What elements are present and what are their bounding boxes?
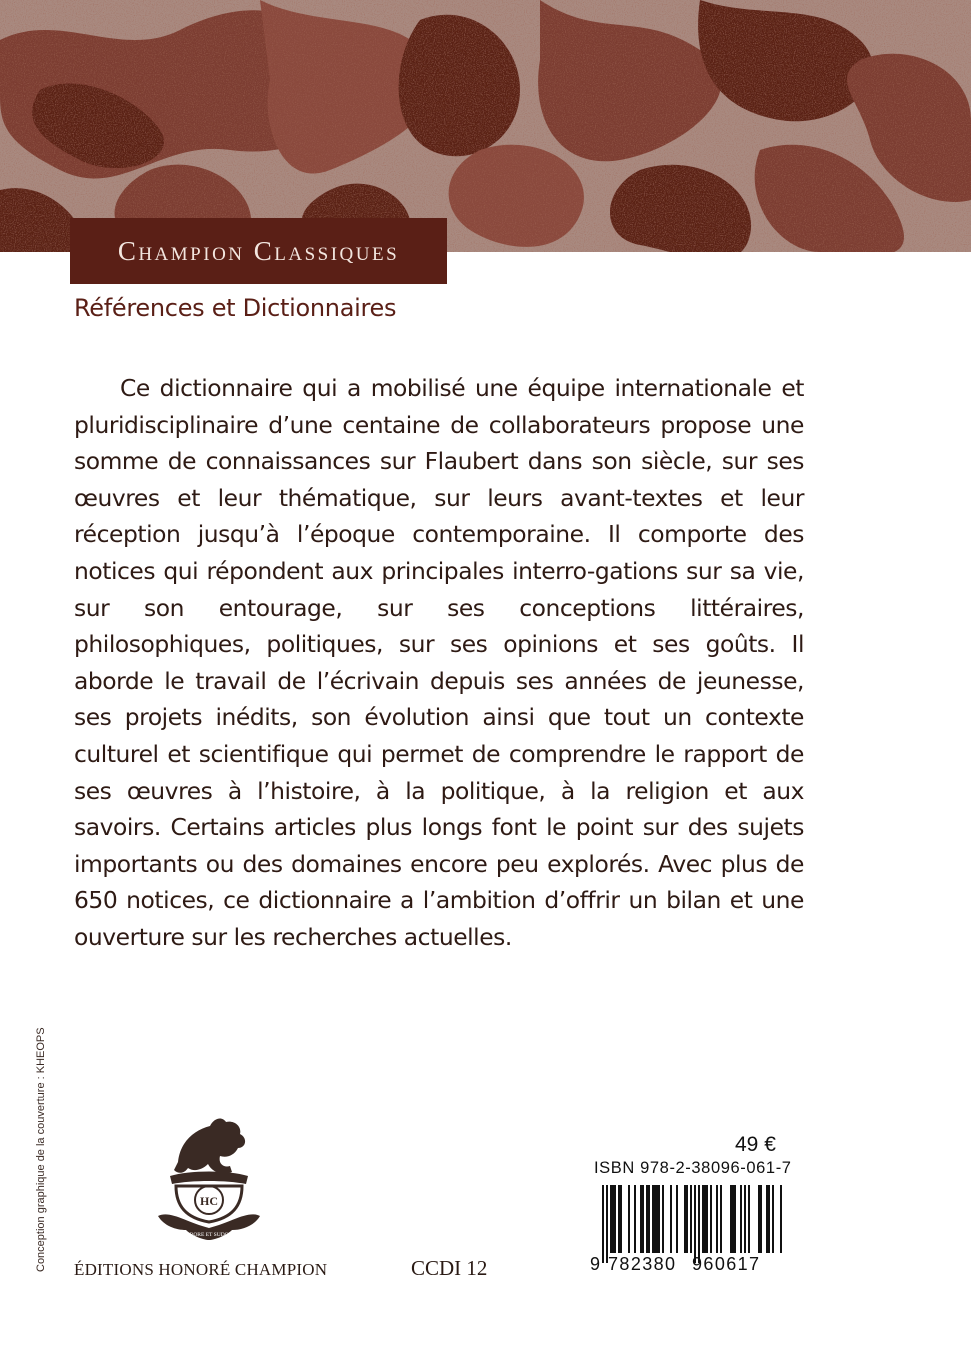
barcode-bar: [710, 1185, 712, 1253]
barcode-bar: [760, 1185, 762, 1253]
barcode-bar: [698, 1185, 700, 1263]
barcode-bar: [732, 1185, 734, 1253]
barcode-bar: [744, 1185, 746, 1253]
barcode-bar: [656, 1185, 658, 1253]
barcode-bar: [758, 1185, 760, 1253]
barcode-bar: [716, 1185, 718, 1253]
barcode-bar: [740, 1185, 742, 1253]
barcode-bar: [658, 1185, 660, 1253]
series-name: Champion Classiques: [117, 235, 400, 266]
barcode-bar: [670, 1185, 672, 1253]
isbn-value: 978-2-38096-061-7: [640, 1159, 792, 1177]
barcode-bar: [634, 1185, 636, 1253]
barcode-bar: [772, 1185, 774, 1253]
isbn-barcode: [586, 1185, 786, 1273]
barcode-bar: [628, 1185, 630, 1253]
barcode-bar: [702, 1185, 704, 1253]
series-code: CCDI 12: [411, 1256, 488, 1280]
publisher-name: ÉDITIONS HONORÉ CHAMPION: [74, 1260, 328, 1279]
barcode-bar: [690, 1185, 692, 1253]
barcode-bar: [768, 1185, 770, 1253]
barcode-bar: [766, 1185, 768, 1253]
logo-motto: LABORE ET SUDORE: [182, 1232, 236, 1238]
barcode-digits-left: 782380: [608, 1254, 677, 1273]
barcode-bar: [642, 1185, 644, 1253]
barcode-bar: [620, 1185, 622, 1253]
barcode-bar: [780, 1185, 782, 1253]
barcode-digits-right: 960617: [692, 1254, 761, 1273]
barcode-bar: [606, 1185, 608, 1263]
marbled-paper-pattern: [0, 0, 971, 252]
barcode-digit-lead: 9: [590, 1254, 601, 1273]
price: 49 €: [735, 1133, 776, 1156]
barcode-bar: [662, 1185, 664, 1253]
barcode-bar: [640, 1185, 642, 1253]
barcode-bar: [602, 1185, 604, 1263]
barcode-bar: [748, 1185, 750, 1253]
series-banner: [70, 218, 447, 284]
barcode-bar: [610, 1185, 612, 1253]
logo-monogram: HC: [200, 1194, 218, 1208]
barcode-bar: [684, 1185, 686, 1253]
barcode-bar: [612, 1185, 614, 1253]
barcode-bar: [654, 1185, 656, 1253]
barcode-bar: [694, 1185, 696, 1263]
publisher-horse-logo: [150, 1112, 268, 1247]
collection-title: Références et Dictionnaires: [74, 294, 397, 322]
barcode-bar: [686, 1185, 688, 1253]
barcode-bars: [602, 1185, 786, 1263]
barcode-bar: [648, 1185, 650, 1253]
blurb-paragraph: Ce dictionnaire qui a mobilisé une équipe internationale et pluridisciplinaire d’une centaine de collaborateurs propose une somme de connaissances sur Flaubert dans son siècle, sur ses œuvres et leur thématique, sur leurs avant-textes et leur réception jusqu’à l’époque contemporaine. Il comporte des notices qui répondent aux principales interro-gations sur sa vie, sur son entourage, sur ses conceptions littéraires, philosophiques, politiques, sur ses opinions et ses goûts. Il aborde le travail de l’écrivain depuis ses années de jeunesse, ses projets inédits, son évolution ainsi que tout un contexte culturel et scientifique qui permet de comprendre le rapport de ses œuvres à l’histoire, à la politique, à la religion et aux savoirs. Certains articles plus longs font le point sur des sujets importants ou des domaines encore peu explorés. Avec plus de 650 notices, ce dictionnaire a l’ambition d’offrir un bilan et une ouverture sur les recherches actuelles.: [74, 374, 804, 951]
barcode-bar: [676, 1185, 678, 1253]
barcode-bar: [652, 1185, 654, 1253]
barcode-bar: [618, 1185, 620, 1253]
barcode-bar: [706, 1185, 708, 1253]
barcode-bar: [646, 1185, 648, 1253]
barcode-bar: [734, 1185, 736, 1253]
isbn-label: ISBN: [594, 1159, 635, 1177]
barcode-bar: [704, 1185, 706, 1253]
cover-design-credit: Conception graphique de la couverture : KHEOPS: [35, 1027, 47, 1272]
barcode-bar: [730, 1185, 732, 1253]
isbn-line: [594, 1159, 792, 1178]
barcode-bar: [614, 1185, 616, 1253]
barcode-bar: [720, 1185, 722, 1253]
